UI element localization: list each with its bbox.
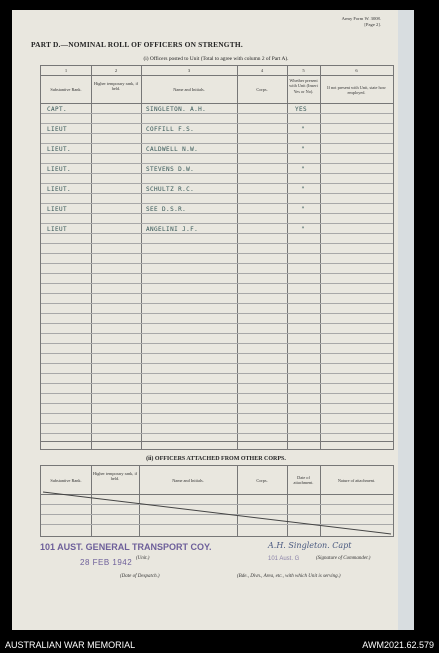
commander-caption: (Signature of Commander.) <box>316 556 371 561</box>
row-1-name: SINGLETON. A.H. <box>146 106 207 113</box>
row-2-present: " <box>301 126 306 133</box>
attached-header-higher-rank: Higher temporary rank, if held. <box>92 471 138 482</box>
attached-header-date: Date of attachment. <box>293 475 314 486</box>
row-7-present: " <box>301 226 306 233</box>
row-7-name: ANGELINI J.F. <box>146 226 199 233</box>
attached-header-corps: Corps. <box>256 478 268 483</box>
row-6-present: " <box>301 206 306 213</box>
col-number-3: 3 <box>187 68 191 73</box>
commander-signature: A.H. Singleton. Capt <box>268 541 352 550</box>
unit-caption: (Unit.) <box>136 556 150 561</box>
attached-header-nature: Nature of attachment. <box>337 478 376 483</box>
row-2-name: COFFILL F.S. <box>146 126 195 133</box>
row-6-rank: LIEUT <box>47 206 68 213</box>
row-5-rank: LIEUT. <box>47 186 72 193</box>
despatch-caption: (Date of Despatch.) <box>120 574 160 579</box>
row-3-name: CALDWELL N.W. <box>146 146 199 153</box>
header-higher-rank: Higher temporary rank, if held. <box>93 81 139 92</box>
row-3-rank: LIEUT. <box>47 146 72 153</box>
col-number-5: 5 <box>302 68 305 73</box>
col-number-1: 1 <box>64 68 68 73</box>
row-5-present: " <box>301 186 306 193</box>
officers-attached-table <box>40 465 394 537</box>
section1-title: (i) Officers posted to Unit (Total to agree with column 2 of Part A). <box>143 56 289 62</box>
part-heading: PART D.—NOMINAL ROLL OF OFFICERS ON STRENGTH. <box>31 40 243 49</box>
row-5-name: SCHULTZ R.C. <box>146 186 195 193</box>
unit-stamp: 101 AUST. GENERAL TRANSPORT COY. <box>40 542 212 552</box>
row-1-rank: CAPT. <box>47 106 68 113</box>
row-1-present: YES <box>295 106 308 113</box>
page-edge <box>398 10 414 630</box>
col-number-2: 2 <box>114 68 118 73</box>
row-2-rank: LIEUT <box>47 126 68 133</box>
row-4-present: " <box>301 166 306 173</box>
form-number: Army Form W. 3008. <box>341 16 381 21</box>
attached-header-substantive-rank: Substantive Rank. <box>50 478 82 483</box>
header-name-initials: Name and Initials. <box>173 87 205 92</box>
date-stamp: 28 FEB 1942 <box>80 558 133 567</box>
header-substantive-rank: Substantive Rank. <box>50 87 82 92</box>
col-number-6: 6 <box>355 68 358 73</box>
page-number: [Page 2]. <box>364 21 381 27</box>
header-present-with-unit: Whether present with Unit (Insert Yes or No). <box>289 78 318 94</box>
form-reference <box>342 16 381 27</box>
row-4-rank: LIEUT. <box>47 166 72 173</box>
row-4-name: STEVENS D.W. <box>146 166 195 173</box>
formation-caption: (Bde., Divn., Area, etc., with which Unit is serving.) <box>237 574 341 579</box>
officers-posted-table <box>40 65 394 450</box>
header-corps: Corps. <box>256 87 268 92</box>
attached-header-name-initials: Name and Initials. <box>172 478 204 483</box>
strike-through-line <box>41 466 393 536</box>
footer-institution: AUSTRALIAN WAR MEMORIAL <box>5 640 136 650</box>
section2-title: (ii) OFFICERS ATTACHED FROM OTHER CORPS. <box>146 456 286 462</box>
row-3-present: " <box>301 146 306 153</box>
col-number-4: 4 <box>260 68 264 73</box>
unit-stamp-small: 101 Aust. G <box>268 556 300 562</box>
row-7-rank: LIEUT <box>47 226 68 233</box>
row-6-name: SEE D.S.R. <box>146 206 187 213</box>
footer-accession-number: AWM2021.62.579 <box>362 640 434 650</box>
header-how-employed: If not present with Unit, state how employed. <box>327 85 386 96</box>
